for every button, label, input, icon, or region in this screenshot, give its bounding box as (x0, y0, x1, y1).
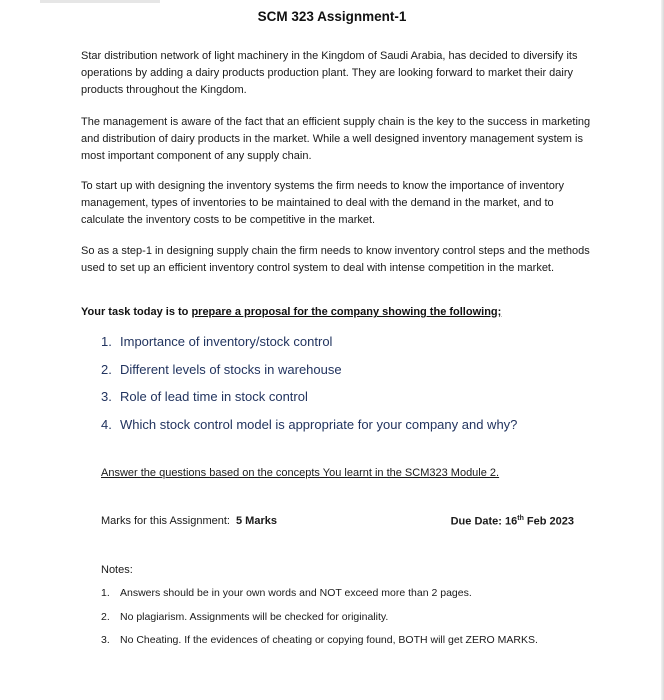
question-number: 2. (101, 361, 112, 377)
question-text: Importance of inventory/stock control (120, 334, 333, 349)
paragraph-management: The management is aware of the fact that an efficient supply chain is the key to the success in marketing and distribution of dairy products in the market. While a well designed inventory management system is most important component of any supply chain. (81, 116, 591, 162)
question-item (101, 362, 517, 390)
paragraph-intro: Star distribution network of light machinery in the Kingdom of Saudi Arabia, has decided to diversify its operations by adding a dairy products production plant. They are looking forward to market their dairy products throughout the Kingdom. (81, 50, 578, 96)
task-statement (81, 306, 501, 318)
question-number: 1. (101, 334, 112, 349)
question-text: Different levels of stocks in warehouse (120, 361, 342, 377)
note-text: No plagiarism. Assignments will be checked for originality. (120, 610, 389, 623)
note-text: Answers should be in your own words and NOT exceed more than 2 pages. (120, 587, 472, 599)
note-item (101, 611, 538, 635)
due-date (451, 515, 574, 528)
note-number: 2. (101, 610, 110, 623)
note-text: No Cheating. If the evidences of cheating or copying found, BOTH will get ZERO MARKS. (120, 634, 538, 646)
question-item (101, 389, 517, 417)
task-underlined: prepare a proposal for the company showing the following; (191, 306, 502, 318)
question-number: 4. (101, 416, 112, 432)
note-item (101, 587, 538, 611)
marks-line (101, 515, 277, 527)
question-list (101, 334, 517, 444)
notes-heading: Notes: (101, 564, 133, 576)
due-suffix: th (517, 515, 524, 522)
paragraph-startup: To start up with designing the inventory systems the firm needs to know the importance of inventory management, types of inventories to be maintained to deal with the demand in the market, and to calculate the inventory costs to be competitive in the market. (81, 180, 565, 226)
answer-instruction: Answer the questions based on the concepts You learnt in the SCM323 Module 2. (101, 467, 500, 479)
question-text: Which stock control model is appropriate for your company and why? (120, 416, 518, 432)
document-title: SCM 323 Assignment-1 (257, 9, 407, 24)
question-item (101, 334, 517, 362)
notes-list (101, 587, 538, 658)
paragraph-step1: So as a step-1 in designing supply chain the firm needs to know inventory control steps and the methods used to set up an efficient inventory control system to deal with intense competition in the market. (81, 245, 590, 274)
marks-label: Marks for this Assignment: (101, 515, 230, 527)
note-number: 1. (101, 587, 110, 599)
due-label: Due Date: 16 (450, 515, 518, 528)
top-edge-shade (40, 0, 160, 3)
note-item (101, 634, 538, 658)
question-number: 3. (101, 389, 112, 404)
note-number: 3. (101, 634, 110, 646)
question-item (101, 417, 517, 445)
due-rest: Feb 2023 (523, 515, 574, 528)
question-text: Role of lead time in stock control (120, 389, 308, 404)
marks-value: 5 Marks (236, 515, 277, 527)
task-intro: Your task today is to (81, 306, 192, 318)
